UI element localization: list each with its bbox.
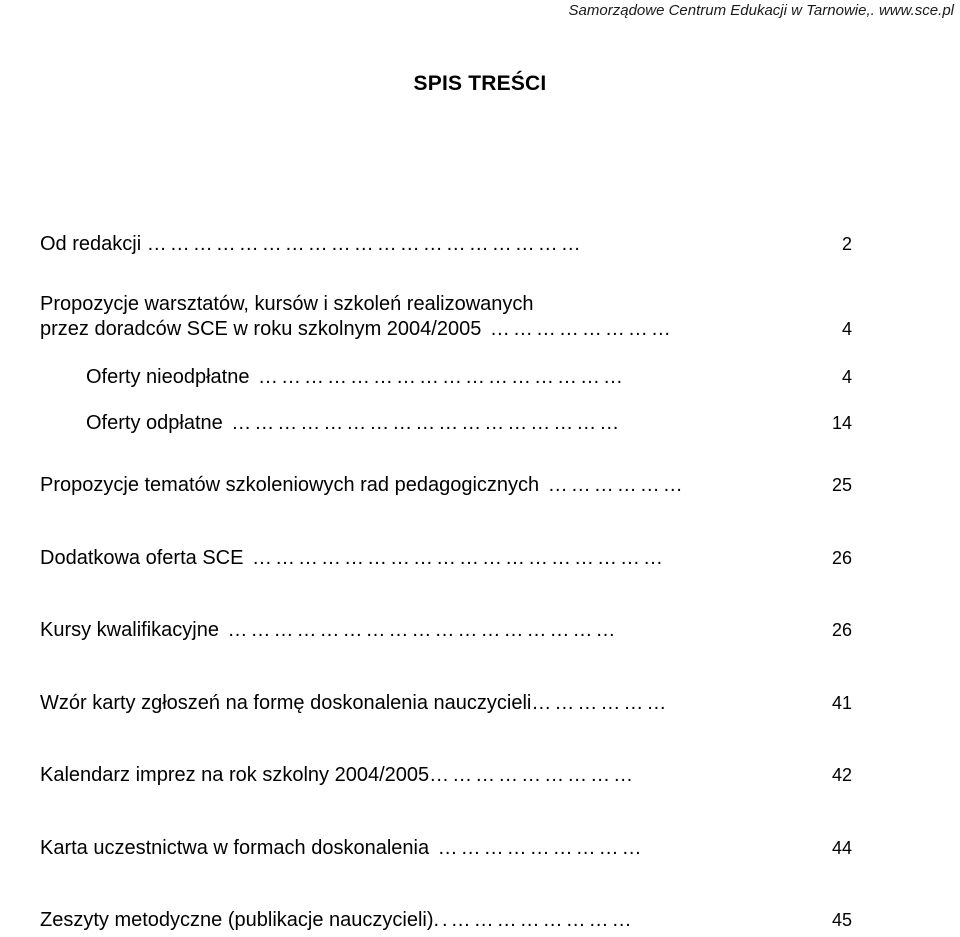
- toc-leader: ………………………: [429, 837, 645, 859]
- toc-entry-text: Kalendarz imprez na rok szkolny 2004/2005: [40, 764, 430, 786]
- toc-page-number: 41: [831, 693, 852, 713]
- toc-entry-wzor-karty[interactable]: [40, 691, 862, 716]
- header-text: Samorządowe Centrum Edukacji w Tarnowie,.: [568, 2, 879, 19]
- toc-leader: ………………………………………………: [243, 547, 666, 569]
- toc-entry-zeszyty-metodyczne[interactable]: [40, 908, 862, 933]
- toc-entry-text: Karta uczestnictwa w formach doskonalenia: [40, 837, 430, 859]
- toc-entry-text: Kursy kwalifikacyjne: [40, 619, 219, 641]
- toc-leader: …………………………………………: [249, 366, 626, 388]
- toc-leader: ……………………………………………: [218, 619, 619, 641]
- toc-leader: ……………………: [481, 318, 674, 340]
- toc-page-number: 2: [841, 234, 852, 254]
- page-title: SPIS TREŚCI: [413, 72, 547, 95]
- toc-entry-kursy-kwalifikacyjne[interactable]: [40, 618, 862, 643]
- toc-entry-dodatkowa-oferta[interactable]: [40, 546, 862, 571]
- toc-leader: ..……………………: [433, 909, 635, 931]
- toc-page-number: 14: [831, 413, 852, 433]
- toc-leader: ………………: [531, 692, 670, 714]
- toc-page-number: 26: [831, 620, 852, 640]
- toc-entry-text: Od redakcji: [40, 233, 147, 255]
- toc-page-number: 26: [831, 548, 852, 568]
- header-link[interactable]: www.sce.pl: [878, 2, 954, 19]
- toc-entry-text: Oferty odpłatne: [86, 412, 223, 434]
- toc-page-number: 44: [831, 838, 852, 858]
- toc-entry-kalendarz-imprez[interactable]: [40, 763, 862, 788]
- toc-entry-oferty-nieodplatne[interactable]: [86, 365, 862, 390]
- toc-entry-propozycje-warsztatow[interactable]: [40, 292, 862, 342]
- toc-page-number: 45: [831, 910, 852, 930]
- toc-entry-text: Wzór karty zgłoszeń na formę doskonalenia nauczycieli: [40, 692, 532, 714]
- toc-entry-text: Zeszyty metodyczne (publikacje nauczycieli): [40, 909, 434, 931]
- toc-leader: ………………: [539, 474, 686, 496]
- toc-entry-text: Dodatkowa oferta SCE: [40, 547, 244, 569]
- toc-entry-text: Propozycje tematów szkoleniowych rad pedagogicznych: [40, 474, 540, 496]
- toc-entry-od-redakcji[interactable]: [40, 232, 862, 257]
- toc-page-number: 42: [831, 765, 852, 785]
- toc-leader: …………………………………………………: [146, 233, 584, 255]
- toc-entry-karta-uczestnictwa[interactable]: [40, 836, 862, 861]
- toc-entry-text: Oferty nieodpłatne: [86, 366, 250, 388]
- toc-entry-text: przez doradców SCE w roku szkolnym 2004/2005: [40, 318, 482, 340]
- toc-page-number: 25: [831, 475, 852, 495]
- toc-entry-propozycje-tematow[interactable]: [40, 473, 862, 498]
- toc-entry-text-line1: Propozycje warsztatów, kursów i szkoleń realizowanych: [40, 293, 534, 315]
- toc-page-number: 4: [841, 367, 852, 387]
- toc-page-number: 4: [841, 319, 852, 339]
- toc-leader: ……………………………………………: [222, 412, 623, 434]
- toc-leader: ………………………: [429, 764, 637, 786]
- toc-entry-oferty-odplatne[interactable]: [86, 411, 862, 436]
- page-header: [569, 2, 954, 19]
